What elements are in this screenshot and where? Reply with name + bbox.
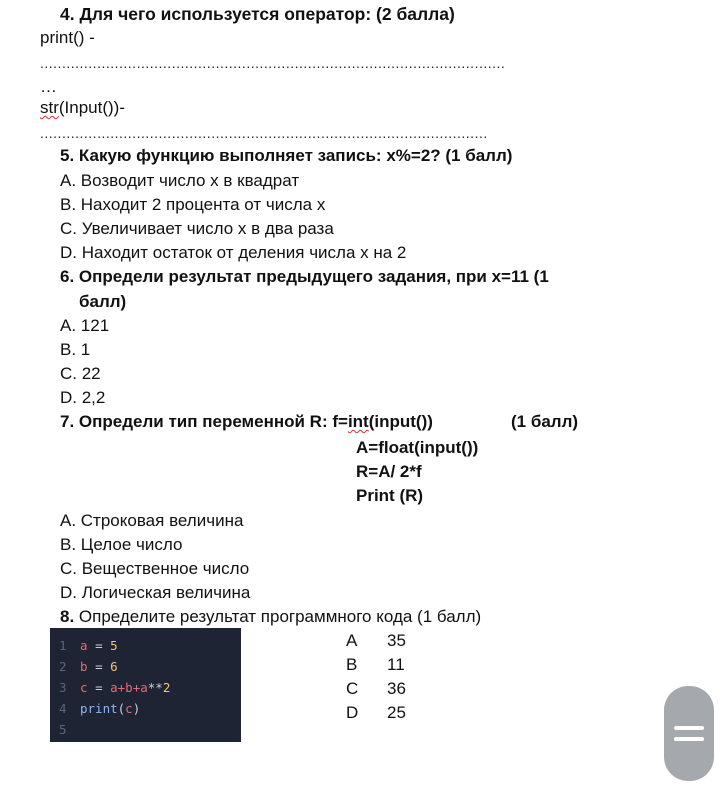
code-token: c: [125, 701, 133, 716]
q5-option-c: C. Увеличивает число x в два раза: [60, 219, 334, 238]
q4-title: 4. Для чего используется оператор: (2 балла): [60, 4, 455, 24]
q7-title-suffix: (input()): [368, 412, 433, 431]
answer-value: 35: [387, 631, 406, 650]
q4-dots-line-1: ..........................................................................................................: [40, 55, 506, 71]
q7-code-line-2: R=A/ 2*f: [356, 462, 422, 481]
q7-points: (1 балл): [511, 412, 579, 431]
q8-answer-d: [346, 702, 406, 724]
answer-value: 25: [387, 703, 406, 722]
code-token: a+b+a: [110, 680, 148, 695]
code-token: **: [147, 680, 163, 695]
code-token: 2: [162, 680, 171, 695]
q5-option-a: A. Возводит число x в квадрат: [60, 171, 300, 190]
q7-title-prefix: 7. Определи тип переменной R: f=: [60, 412, 348, 431]
code-token: b: [80, 659, 88, 674]
code-token: (: [117, 701, 126, 716]
line-number: 2: [59, 659, 67, 674]
q7-option-c: C. Вещественное число: [60, 559, 250, 578]
q6-title-line-1: 6. Определи результат предыдущего задания, при x=11 (1: [60, 267, 549, 286]
q6-option-a: A. 121: [60, 316, 110, 335]
code-line-3: [50, 678, 170, 698]
answer-letter: D: [346, 703, 359, 722]
q6-option-c: C. 22: [60, 364, 101, 383]
q7-code-line-3: Print (R): [356, 486, 424, 505]
q7-code-line-1: A=float(input()): [356, 438, 479, 457]
q5-title: 5. Какую функцию выполняет запись: x%=2? (1 балл): [60, 146, 513, 165]
code-line-2: [50, 657, 118, 677]
q8-answer-c: [346, 678, 406, 700]
q8-answer-a: [346, 630, 406, 652]
q7-option-d: D. Логическая величина: [60, 583, 251, 602]
menu-button[interactable]: [664, 686, 714, 781]
q7-title: [60, 411, 433, 433]
q6-title-line-2: балл): [79, 292, 127, 311]
code-token: =: [95, 680, 103, 695]
code-token: a: [80, 638, 88, 653]
q6-option-d: D. 2,2: [60, 388, 106, 407]
answer-value: 36: [387, 679, 406, 698]
code-line-5: [50, 720, 80, 740]
code-token: print: [80, 701, 118, 716]
q7-option-a: A. Строковая величина: [60, 511, 244, 530]
code-line-1: [50, 636, 118, 656]
code-token: =: [95, 659, 103, 674]
answer-value: 11: [387, 655, 405, 674]
line-number: 4: [59, 701, 67, 716]
q4-print-label: print() -: [40, 28, 95, 47]
code-token: ): [132, 701, 141, 716]
code-token: =: [95, 638, 103, 653]
answer-letter: C: [346, 679, 359, 698]
str-rest: (Input())-: [58, 98, 126, 117]
str-misspelled-word: str: [40, 98, 59, 117]
code-line-4: [50, 699, 140, 719]
q8-title: [60, 606, 481, 628]
code-token: 5: [110, 638, 118, 653]
code-block: [50, 628, 241, 742]
int-misspelled-word: int: [347, 412, 369, 431]
code-token: 6: [110, 659, 118, 674]
q8-title-text: Определите результат программного кода (1 балл): [78, 607, 482, 626]
q8-answer-b: [346, 654, 405, 676]
q8-number: 8.: [60, 607, 75, 626]
q4-str-label: [40, 97, 125, 119]
line-number: 1: [59, 638, 67, 653]
q4-dots-line-2: ......................................................................................................: [40, 125, 488, 141]
line-number: 3: [59, 680, 67, 695]
q7-option-b: B. Целое число: [60, 535, 183, 554]
q4-ellipsis: …: [40, 77, 57, 96]
q5-option-b: B. Находит 2 процента от числа x: [60, 195, 326, 214]
answer-letter: B: [346, 655, 358, 674]
code-token: c: [80, 680, 88, 695]
answer-letter: A: [346, 631, 358, 650]
q6-option-b: B. 1: [60, 340, 91, 359]
q5-option-d: D. Находит остаток от деления числа x на 2: [60, 243, 407, 262]
line-number: 5: [59, 722, 67, 737]
